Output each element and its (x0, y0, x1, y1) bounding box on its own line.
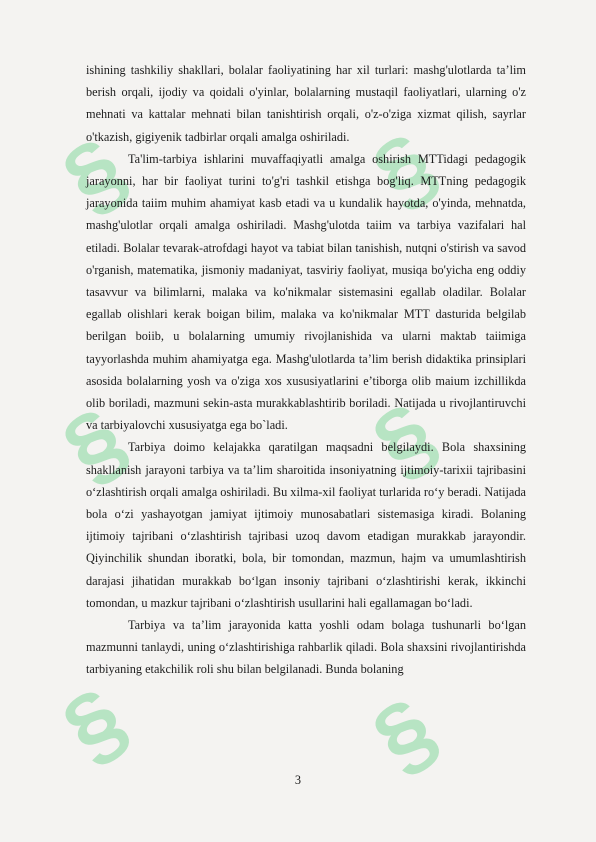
watermark-logo-icon: § (45, 669, 145, 781)
paragraph: Tarbiya va ta’lim jarayonida katta yoshli odam bolaga tushunarli bo‘lgan mazmunni tanlaydi, uning o‘zlashtirishiga rahbarlik qiladi. Bola shaxsini rivojlantirishda tarbiyaning etakchilik roli shu bilan belgilanadi. Bunda bolaning (86, 618, 526, 677)
watermark-logo-icon: § (355, 114, 455, 226)
watermark-logo-icon: § (355, 679, 455, 791)
document-body (86, 59, 526, 681)
paragraph: Tarbiya doimo kelajakka qaratilgan maqsadni belgilaydi. Bola shaxsining shakllanish jarayoni tarbiya va ta’lim sharoitida insoniyatning ijtimoiy-tarixii tajribasini o‘zlashtirish orqali amalga oshiriladi. Bu xilma-xil faoliyat turlarida ro‘y beradi. Natijada bola o‘zi yashayotgan jamiyat ijtimoiy munosabatlari sistemasiga kiradi. Bolaning ijtimoiy tajribani o‘zlashtirish tajribasi uzoq davom etadigan murakkab jarayondir. Qiyinchilik shundan iboratki, bola, bir tomondan, mazmun, hajm va umumlashtirish darajasi jihatidan murakkab bo‘lgan insoniy tajribani o‘zlashtirishi kerak, ikkinchi tomondan, u mazkur tajribani o‘zlashtirish usullarini hali egallamagan bo‘ladi. (86, 440, 526, 610)
paragraph: ishining tashkiliy shakllari, bolalar faoliyatining har xil turlari: mashg'ulotlarda ta’lim berish orqali, ijodiy va qoidali o'yinlar, bolalarning mustaqil faoliyatlari, ularning o'z mehnati va kattalar mehnati bilan tanishtirish orqali, o'z-o'ziga xizmat qilish, sayrlar o'tkazish, gigiyenik tadbirlar orqali amalga oshiriladi. (86, 63, 526, 144)
watermark-logo-icon: § (45, 389, 145, 501)
page-number: 3 (294, 773, 302, 787)
watermark-logo-icon: § (45, 119, 145, 231)
paragraph: Ta'lim-tarbiya ishlarini muvaffaqiyatli amalga oshirish MTTidagi pedagogik jarayonni, har bir faoliyat turini to'g'ri tashkil etishga bog'liq. MTTning pedagogik jarayonida taiim muhim ahamiyat kasb etadi va u kundalik hayotda, o'yinda, mehnatda, mashg'ulotlar orqali amalga oshiriladi. Mashg'ulotda taiim va tarbiya vazifalari hal etiladi. Bolalar tevarak-atrofdagi hayot va tabiat bilan tanishish, nutqni o'stirish va savod o'rganish, matematika, jismoniy madaniyat, tasviriy faoliyat, musiqa bo'yicha eng oddiy tasavvur va bilimlarni, malaka va ko'nikmalar sistemasini egallab oladilar. Bolalar egallab olishlari kerak boigan bilim, malaka va ko'nikmalar MTT dasturida belgilab berilgan boiib, u bolalarning umumiy rivojlanishida va ularni maktab taiimiga tayyorlashda muhim ahamiyatga ega. Mashg'ulotlarda ta’lim berish didaktika prinsiplari asosida bolalarning yosh va o'ziga xos xususiyatlarini e’tiborga olib maium izchillikda olib boriladi, mazmuni sekin-asta murakkablashtirib boriladi. Natijada u rivojlantiruvchi va tarbiyalovchi xususiyatga ega bo`ladi. (86, 151, 526, 433)
watermark-logo-icon: § (355, 384, 455, 496)
